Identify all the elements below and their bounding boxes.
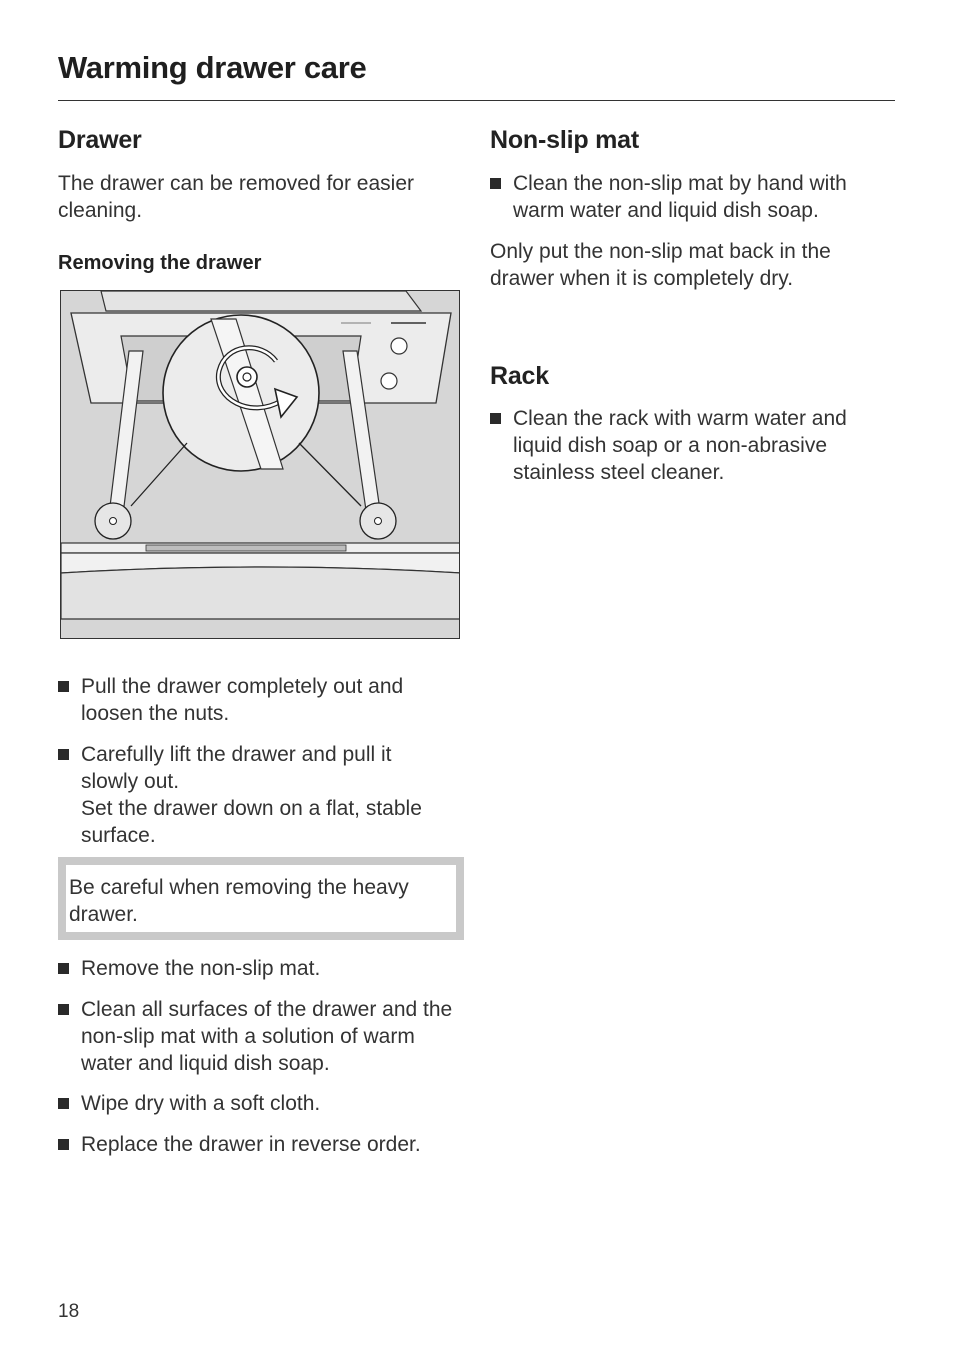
drawer-intro: The drawer can be removed for easier cleaning.	[58, 172, 415, 222]
step-text: Wipe dry with a soft cloth.	[81, 1092, 321, 1115]
bullet-square-icon	[58, 1098, 69, 1109]
page-number: 18	[58, 1301, 80, 1322]
rack-heading: Rack	[490, 362, 549, 390]
bullet-square-icon	[58, 749, 69, 760]
page-title: Warming drawer care	[58, 50, 367, 85]
bullet-square-icon	[58, 1004, 69, 1015]
step-text: Clean the rack with warm water and liquid dish soap or a non-abrasive stainless steel cleaner.	[513, 407, 847, 484]
non-slip-mat-note: Only put the non-slip mat back in the drawer when it is completely dry.	[490, 240, 831, 290]
bullet-square-icon	[490, 413, 501, 424]
bullet-square-icon	[58, 1139, 69, 1150]
step-text: Replace the drawer in reverse order.	[81, 1133, 421, 1156]
non-slip-mat-heading: Non-slip mat	[490, 126, 639, 154]
step-text: Pull the drawer completely out and loosen the nuts.	[81, 675, 404, 725]
warning-text: Be careful when removing the heavy drawer.	[69, 876, 409, 926]
title-divider	[58, 100, 895, 101]
bullet-square-icon	[58, 681, 69, 692]
bullet-square-icon	[58, 963, 69, 974]
removing-drawer-subheading: Removing the drawer	[58, 252, 262, 274]
drawer-heading: Drawer	[58, 126, 142, 154]
step-text: Remove the non-slip mat.	[81, 957, 321, 980]
step-text: Carefully lift the drawer and pull it slowly out.	[81, 743, 392, 793]
bullet-square-icon	[490, 178, 501, 189]
warning-box	[58, 857, 464, 940]
step-text: Clean all surfaces of the drawer and the non-slip mat with a solution of warm water and liquid dish soap.	[81, 998, 453, 1075]
step-text: Clean the non-slip mat by hand with warm water and liquid dish soap.	[513, 172, 847, 222]
step-continuation: Set the drawer down on a flat, stable surface.	[81, 797, 422, 847]
drawer-removal-illustration	[60, 290, 460, 639]
